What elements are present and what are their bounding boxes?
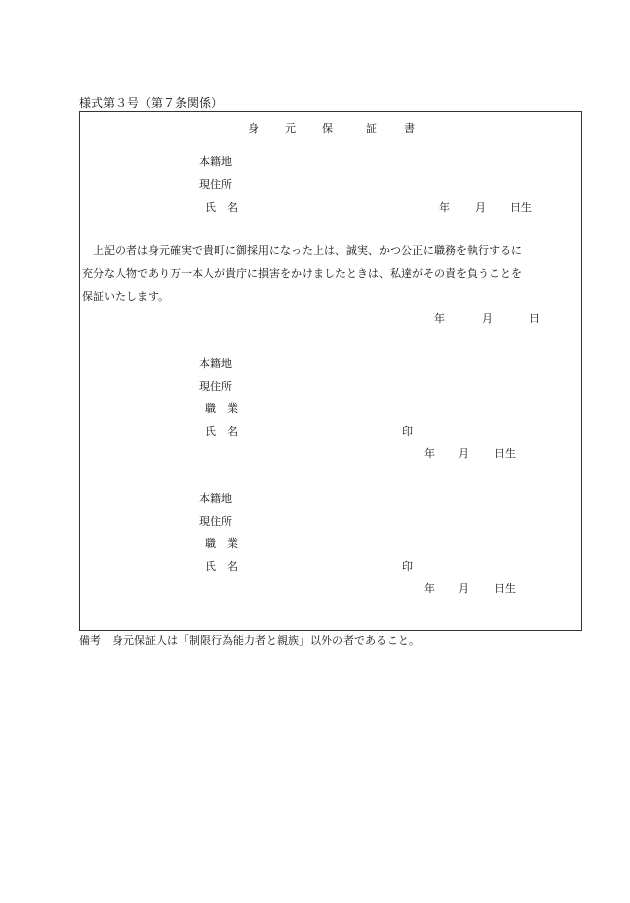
date-year-label: 年 [434, 312, 445, 325]
title-char: 保 [322, 122, 333, 135]
statement-line: 充分な人物であり万一本人が貴庁に損害をかけましたときは、私達がその責を負うことを [82, 267, 522, 280]
birth-day-label: 日生 [510, 201, 532, 214]
seal-label: 印 [402, 560, 413, 573]
statement-line: 上記の者は身元確実で貴町に御採用になった上は、誠実、かつ公正に職務を執行するに [93, 244, 522, 257]
title-char: 証 [366, 122, 377, 135]
birth-month-label: 月 [458, 582, 469, 595]
address-label: 現住所 [199, 515, 232, 528]
birth-month-label: 月 [458, 447, 469, 460]
seal-label: 印 [402, 425, 413, 438]
birth-year-label: 年 [439, 201, 450, 214]
statement-line: 保証いたします。 [82, 290, 170, 303]
date-day-label: 日 [529, 312, 540, 325]
birth-year-label: 年 [424, 582, 435, 595]
date-month-label: 月 [482, 312, 493, 325]
birth-month-label: 月 [475, 201, 486, 214]
address-label: 現住所 [199, 380, 232, 393]
form-number: 様式第３号（第７条関係） [79, 96, 224, 110]
occupation-label: 職 業 [205, 402, 238, 415]
occupation-label: 職 業 [205, 537, 238, 550]
birth-year-label: 年 [424, 447, 435, 460]
honseki-label: 本籍地 [199, 357, 232, 370]
remarks-note: 備考 身元保証人は「制限行為能力者と親族」以外の者であること。 [79, 634, 420, 647]
title-char: 書 [404, 122, 415, 135]
name-label: 氏 名 [205, 425, 238, 438]
honseki-label: 本籍地 [199, 155, 232, 168]
honseki-label: 本籍地 [199, 492, 232, 505]
form-border [79, 111, 582, 631]
name-label: 氏 名 [205, 560, 238, 573]
birth-day-label: 日生 [494, 582, 516, 595]
address-label: 現住所 [199, 178, 232, 191]
birth-day-label: 日生 [494, 447, 516, 460]
name-label: 氏 名 [205, 201, 238, 214]
title-char: 元 [285, 122, 296, 135]
title-char: 身 [248, 122, 259, 135]
